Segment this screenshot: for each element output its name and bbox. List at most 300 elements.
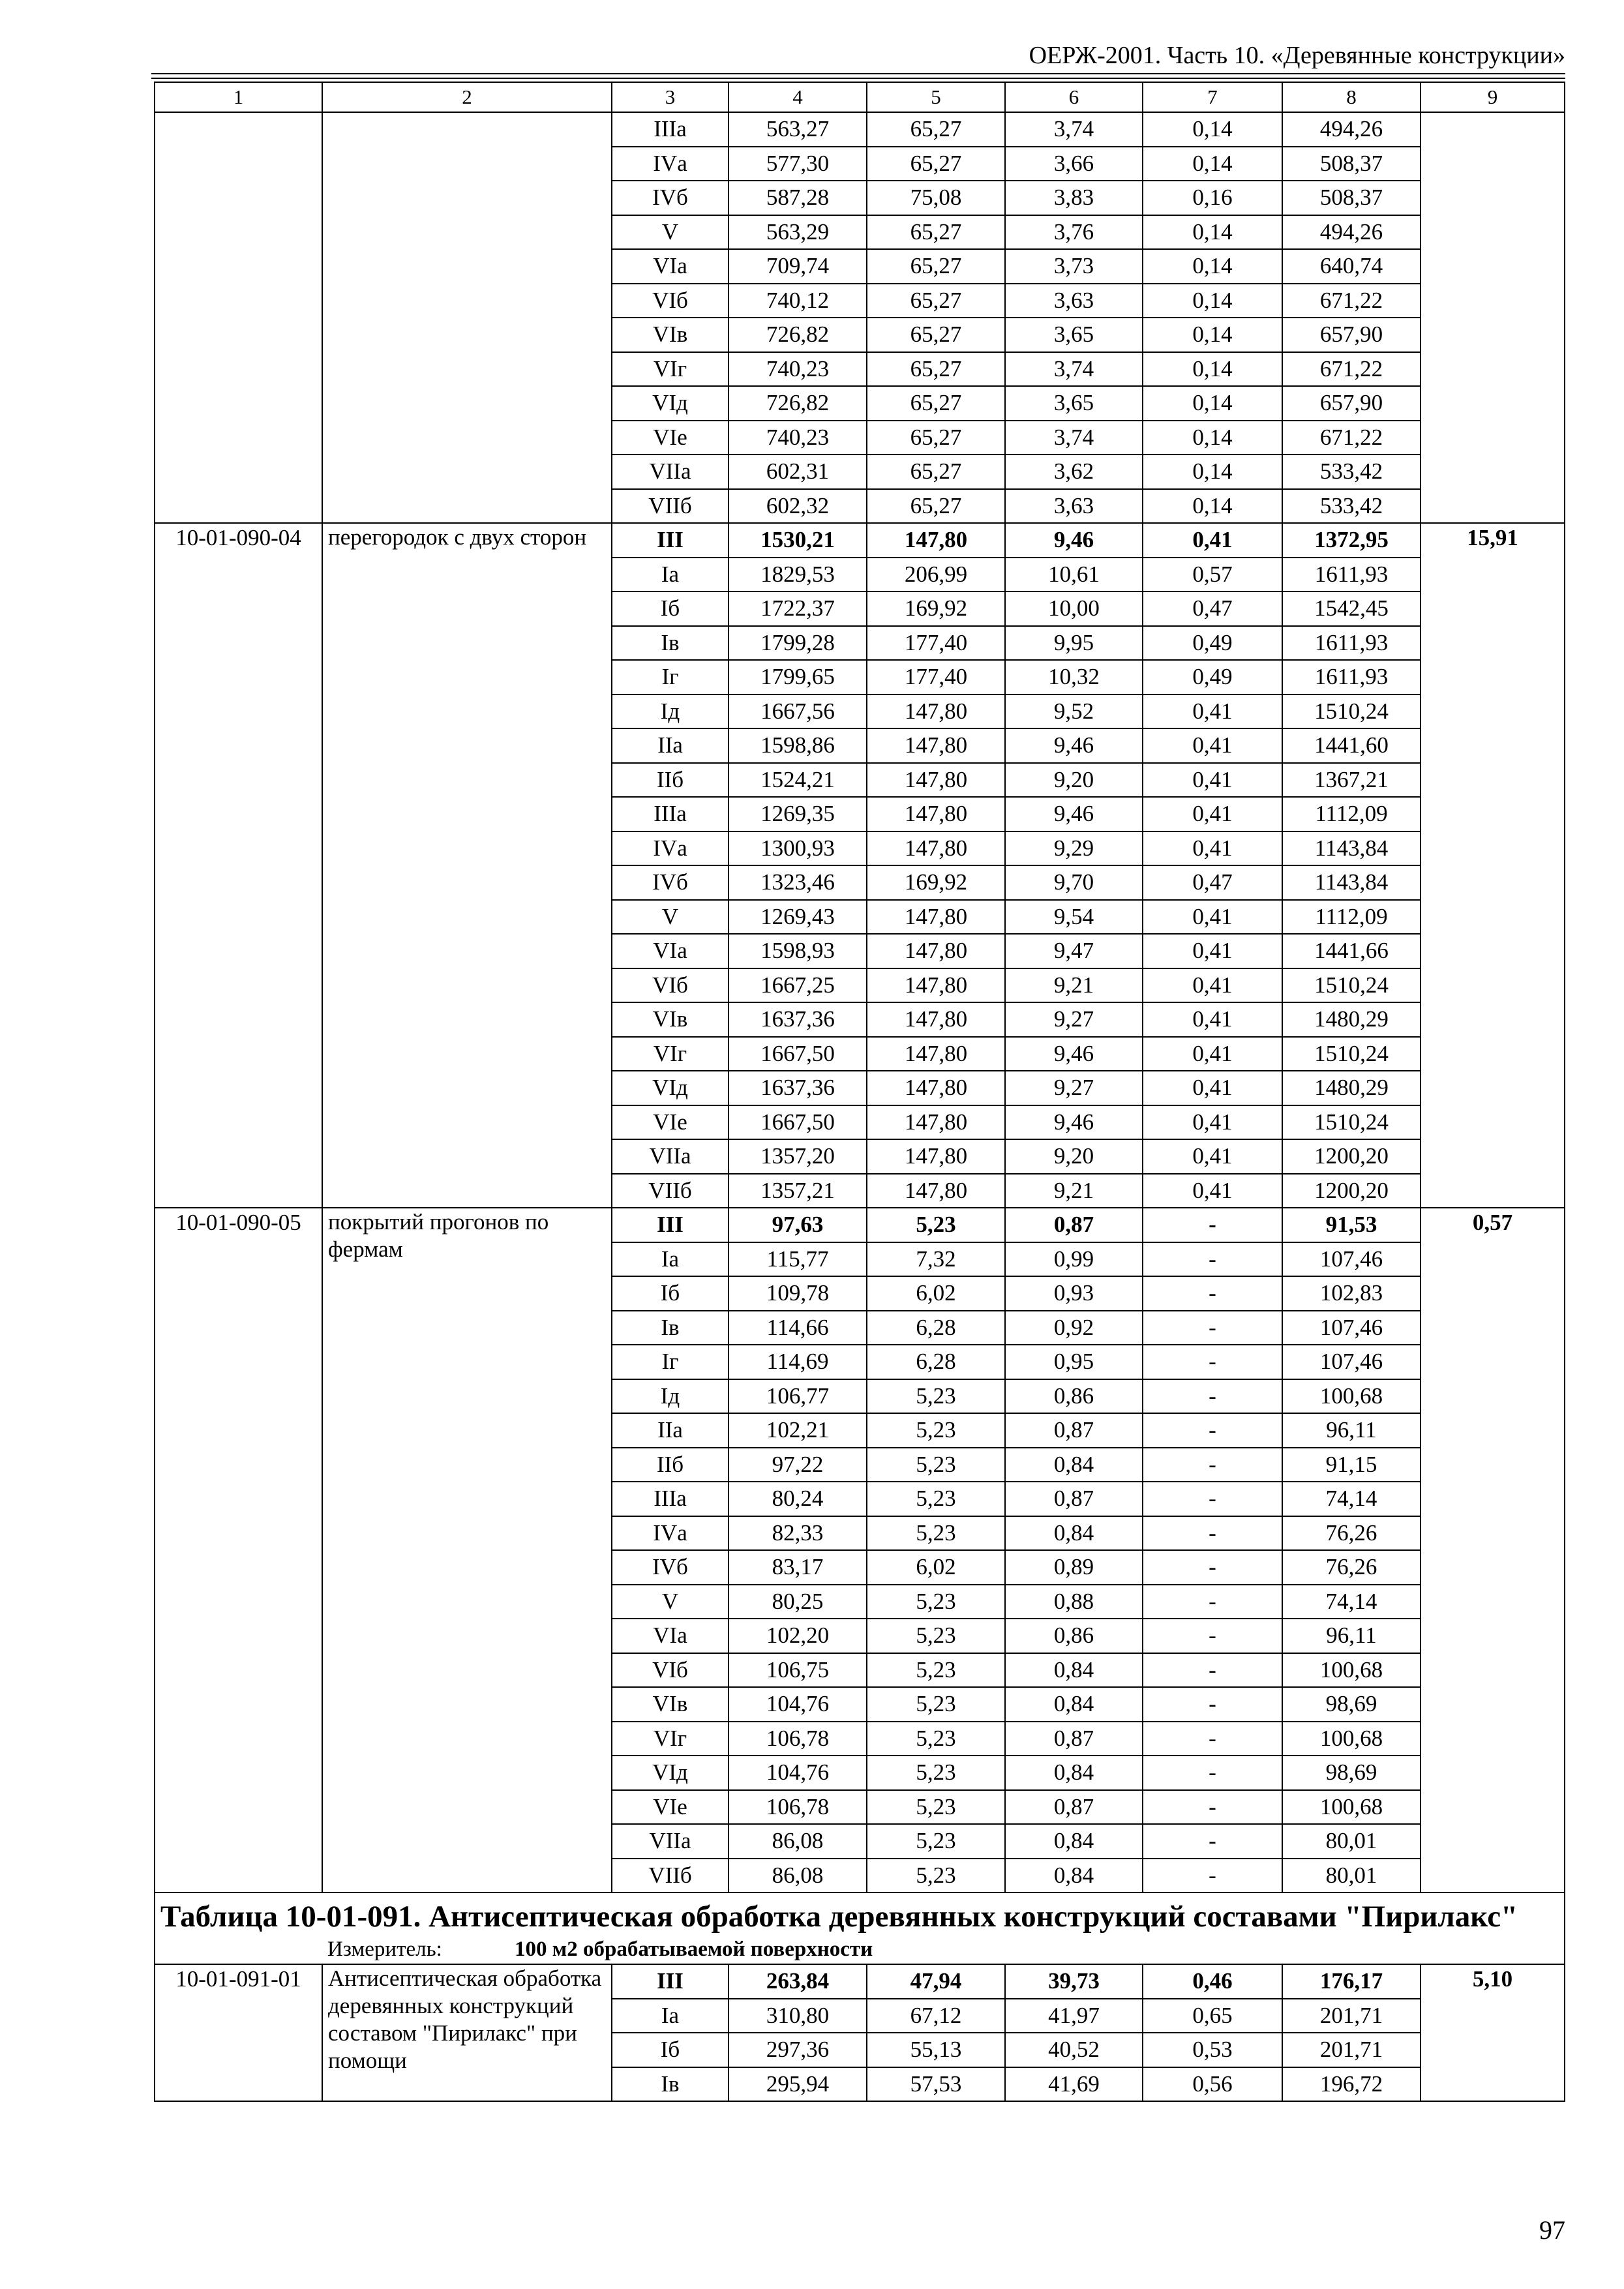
work-name: [322, 112, 612, 523]
value-cell: 0,41: [1143, 695, 1282, 729]
value-cell: 97,22: [729, 1448, 867, 1482]
running-header: ОЕРЖ-2001. Часть 10. «Деревянные конструкции»: [1029, 42, 1565, 69]
value-cell: 0,56: [1143, 2067, 1282, 2102]
value-cell: 147,80: [867, 1037, 1005, 1071]
value-cell: -: [1143, 1722, 1282, 1756]
value-cell: 0,14: [1143, 215, 1282, 250]
value-cell: 9,27: [1005, 1002, 1143, 1037]
value-cell: 76,26: [1282, 1550, 1421, 1585]
value-cell: 726,82: [729, 318, 867, 352]
value-cell: 0,46: [1143, 1964, 1282, 1999]
value-cell: 0,14: [1143, 421, 1282, 455]
value-cell: 177,40: [867, 660, 1005, 695]
value-cell: 3,74: [1005, 112, 1143, 147]
value-cell: 1480,29: [1282, 1071, 1421, 1105]
value-cell: 3,76: [1005, 215, 1143, 250]
value-cell: 0,41: [1143, 763, 1282, 798]
measure-label: Измеритель:: [327, 1937, 442, 1961]
zone-cell: IIа: [612, 728, 729, 763]
value-cell: 0,84: [1005, 1653, 1143, 1688]
value-cell: 0,53: [1143, 2033, 1282, 2067]
value-cell: 107,46: [1282, 1311, 1421, 1345]
value-cell: 0,14: [1143, 386, 1282, 421]
value-cell: 6,02: [867, 1276, 1005, 1311]
value-cell: 1357,21: [729, 1174, 867, 1208]
value-cell: 100,68: [1282, 1653, 1421, 1688]
value-cell: 201,71: [1282, 1999, 1421, 2033]
value-cell: 97,63: [729, 1208, 867, 1242]
value-cell: 1112,09: [1282, 900, 1421, 935]
value-cell: 1637,36: [729, 1071, 867, 1105]
value-cell: 83,17: [729, 1550, 867, 1585]
zone-cell: IIа: [612, 1413, 729, 1448]
zone-cell: IVа: [612, 831, 729, 866]
value-cell: 0,65: [1143, 1999, 1282, 2033]
value-cell: 1441,60: [1282, 728, 1421, 763]
value-cell: 640,74: [1282, 249, 1421, 284]
value-cell: -: [1143, 1311, 1282, 1345]
value-cell: 9,21: [1005, 1174, 1143, 1208]
value-cell: 106,77: [729, 1379, 867, 1414]
value-cell: 9,46: [1005, 1105, 1143, 1140]
value-cell: 5,23: [867, 1859, 1005, 1893]
value-cell: 115,77: [729, 1242, 867, 1277]
zone-cell: Iв: [612, 1311, 729, 1345]
value-cell: 169,92: [867, 865, 1005, 900]
column-number: 5: [867, 82, 1005, 112]
value-cell: 65,27: [867, 112, 1005, 147]
value-cell: 109,78: [729, 1276, 867, 1311]
value-cell: 9,46: [1005, 797, 1143, 831]
value-cell: 107,46: [1282, 1345, 1421, 1379]
zone-cell: IVб: [612, 865, 729, 900]
labor-cost: 15,91: [1421, 523, 1565, 1208]
value-cell: 0,41: [1143, 1174, 1282, 1208]
value-cell: 0,87: [1005, 1722, 1143, 1756]
zone-cell: VIIа: [612, 1824, 729, 1859]
value-cell: 0,86: [1005, 1619, 1143, 1653]
zone-cell: IIIа: [612, 1482, 729, 1516]
value-cell: 3,74: [1005, 421, 1143, 455]
value-cell: 10,00: [1005, 591, 1143, 626]
value-cell: 726,82: [729, 386, 867, 421]
zone-cell: VIд: [612, 1071, 729, 1105]
value-cell: 1611,93: [1282, 660, 1421, 695]
zone-cell: III: [612, 523, 729, 558]
value-cell: 9,46: [1005, 728, 1143, 763]
value-cell: 80,01: [1282, 1824, 1421, 1859]
column-number: 8: [1282, 82, 1421, 112]
value-cell: 9,20: [1005, 763, 1143, 798]
value-cell: 3,73: [1005, 249, 1143, 284]
value-cell: 147,80: [867, 728, 1005, 763]
value-cell: 147,80: [867, 1002, 1005, 1037]
value-cell: 1510,24: [1282, 695, 1421, 729]
value-cell: 0,47: [1143, 591, 1282, 626]
value-cell: 106,78: [729, 1790, 867, 1825]
column-number-row: [155, 82, 1565, 112]
column-number: 3: [612, 82, 729, 112]
value-cell: 1510,24: [1282, 968, 1421, 1003]
value-cell: 6,02: [867, 1550, 1005, 1585]
value-cell: 310,80: [729, 1999, 867, 2033]
value-cell: 147,80: [867, 1105, 1005, 1140]
value-cell: 5,23: [867, 1722, 1005, 1756]
value-cell: -: [1143, 1790, 1282, 1825]
value-cell: 0,89: [1005, 1550, 1143, 1585]
value-cell: 107,46: [1282, 1242, 1421, 1277]
value-cell: 9,54: [1005, 900, 1143, 935]
value-cell: 65,27: [867, 421, 1005, 455]
value-cell: 9,29: [1005, 831, 1143, 866]
value-cell: 86,08: [729, 1824, 867, 1859]
value-cell: 65,27: [867, 318, 1005, 352]
value-cell: 104,76: [729, 1687, 867, 1722]
value-cell: 5,23: [867, 1687, 1005, 1722]
value-cell: 176,17: [1282, 1964, 1421, 1999]
value-cell: 494,26: [1282, 215, 1421, 250]
value-cell: 102,21: [729, 1413, 867, 1448]
table-title: Таблица 10-01-091. Антисептическая обработка деревянных конструкций составами "Пирилакс": [155, 1893, 1565, 1935]
value-cell: 295,94: [729, 2067, 867, 2102]
zone-cell: Iг: [612, 660, 729, 695]
zone-cell: VIб: [612, 968, 729, 1003]
column-number: 1: [155, 82, 322, 112]
value-cell: 9,52: [1005, 695, 1143, 729]
zone-cell: IVа: [612, 1516, 729, 1551]
value-cell: 100,68: [1282, 1790, 1421, 1825]
value-cell: 3,62: [1005, 455, 1143, 489]
value-cell: 5,23: [867, 1585, 1005, 1619]
zone-cell: VIе: [612, 1790, 729, 1825]
value-cell: 1530,21: [729, 523, 867, 558]
value-cell: 709,74: [729, 249, 867, 284]
column-number: 4: [729, 82, 867, 112]
value-cell: 1667,50: [729, 1105, 867, 1140]
page-number: 97: [1539, 2215, 1565, 2245]
value-cell: 206,99: [867, 558, 1005, 592]
value-cell: 0,41: [1143, 728, 1282, 763]
value-cell: 9,70: [1005, 865, 1143, 900]
value-cell: 1667,56: [729, 695, 867, 729]
zone-cell: VIIб: [612, 489, 729, 524]
rate-code: 10-01-090-05: [155, 1208, 322, 1893]
zone-cell: IVб: [612, 181, 729, 215]
labor-cost: [1421, 112, 1565, 523]
value-cell: 1367,21: [1282, 763, 1421, 798]
value-cell: 74,14: [1282, 1482, 1421, 1516]
value-cell: 563,29: [729, 215, 867, 250]
value-cell: 98,69: [1282, 1687, 1421, 1722]
rates-table-body: [155, 82, 1565, 1893]
value-cell: 0,14: [1143, 284, 1282, 318]
value-cell: 3,63: [1005, 284, 1143, 318]
work-name: перегородок с двух сторон: [322, 523, 612, 1208]
zone-cell: V: [612, 1585, 729, 1619]
value-cell: 0,87: [1005, 1790, 1143, 1825]
value-cell: 0,14: [1143, 112, 1282, 147]
value-cell: 5,23: [867, 1208, 1005, 1242]
value-cell: 0,14: [1143, 318, 1282, 352]
value-cell: 76,26: [1282, 1516, 1421, 1551]
value-cell: 1598,86: [729, 728, 867, 763]
zone-cell: VIа: [612, 249, 729, 284]
value-cell: 96,11: [1282, 1619, 1421, 1653]
value-cell: 563,27: [729, 112, 867, 147]
zone-cell: Iг: [612, 1345, 729, 1379]
table-row: [155, 523, 1565, 558]
value-cell: 86,08: [729, 1859, 867, 1893]
value-cell: 587,28: [729, 181, 867, 215]
zone-cell: Iб: [612, 2033, 729, 2067]
work-name: Антисептическая обработка деревянных конструкций составом "Пирилакс" при помощи: [322, 1964, 612, 2101]
value-cell: 104,76: [729, 1756, 867, 1790]
value-cell: 0,84: [1005, 1824, 1143, 1859]
rates-table: [154, 82, 1565, 2102]
value-cell: 5,23: [867, 1482, 1005, 1516]
value-cell: 1323,46: [729, 865, 867, 900]
value-cell: 494,26: [1282, 112, 1421, 147]
zone-cell: VIа: [612, 934, 729, 968]
zone-cell: Iб: [612, 591, 729, 626]
value-cell: 671,22: [1282, 421, 1421, 455]
value-cell: 106,75: [729, 1653, 867, 1688]
value-cell: -: [1143, 1550, 1282, 1585]
value-cell: 6,28: [867, 1311, 1005, 1345]
header-rule-second: [151, 78, 1565, 79]
value-cell: 100,68: [1282, 1722, 1421, 1756]
value-cell: 0,99: [1005, 1242, 1143, 1277]
value-cell: 0,84: [1005, 1756, 1143, 1790]
column-number: 2: [322, 82, 612, 112]
value-cell: -: [1143, 1242, 1282, 1277]
zone-cell: VIв: [612, 1687, 729, 1722]
value-cell: 7,32: [867, 1242, 1005, 1277]
value-cell: 82,33: [729, 1516, 867, 1551]
value-cell: 147,80: [867, 934, 1005, 968]
measure-cell: [155, 1935, 1565, 1964]
value-cell: 5,23: [867, 1379, 1005, 1414]
value-cell: 1722,37: [729, 591, 867, 626]
column-number: 7: [1143, 82, 1282, 112]
zone-cell: VIг: [612, 1037, 729, 1071]
value-cell: 3,74: [1005, 352, 1143, 387]
value-cell: 5,23: [867, 1653, 1005, 1688]
value-cell: 3,66: [1005, 147, 1143, 181]
table-row: [155, 1964, 1565, 1999]
value-cell: 740,23: [729, 352, 867, 387]
value-cell: 657,90: [1282, 318, 1421, 352]
value-cell: 57,53: [867, 2067, 1005, 2102]
value-cell: 5,23: [867, 1790, 1005, 1825]
value-cell: 0,41: [1143, 1002, 1282, 1037]
value-cell: 1524,21: [729, 763, 867, 798]
zone-cell: IIIа: [612, 112, 729, 147]
value-cell: 0,14: [1143, 455, 1282, 489]
value-cell: 65,27: [867, 147, 1005, 181]
value-cell: 9,95: [1005, 626, 1143, 661]
value-cell: 65,27: [867, 489, 1005, 524]
value-cell: 1357,20: [729, 1139, 867, 1174]
value-cell: 740,12: [729, 284, 867, 318]
value-cell: 91,53: [1282, 1208, 1421, 1242]
zone-cell: VIг: [612, 352, 729, 387]
value-cell: 0,14: [1143, 489, 1282, 524]
value-cell: 147,80: [867, 797, 1005, 831]
value-cell: 9,46: [1005, 523, 1143, 558]
value-cell: 1542,45: [1282, 591, 1421, 626]
value-cell: 6,28: [867, 1345, 1005, 1379]
value-cell: 47,94: [867, 1964, 1005, 1999]
value-cell: 1598,93: [729, 934, 867, 968]
value-cell: 0,49: [1143, 660, 1282, 695]
value-cell: 1300,93: [729, 831, 867, 866]
value-cell: 96,11: [1282, 1413, 1421, 1448]
value-cell: 740,23: [729, 421, 867, 455]
column-number: 6: [1005, 82, 1143, 112]
value-cell: 114,66: [729, 1311, 867, 1345]
value-cell: 1372,95: [1282, 523, 1421, 558]
value-cell: 533,42: [1282, 455, 1421, 489]
value-cell: 0,87: [1005, 1482, 1143, 1516]
zone-cell: V: [612, 215, 729, 250]
value-cell: 1112,09: [1282, 797, 1421, 831]
zone-cell: VIв: [612, 1002, 729, 1037]
value-cell: 65,27: [867, 352, 1005, 387]
value-cell: 147,80: [867, 1174, 1005, 1208]
value-cell: 0,41: [1143, 1105, 1282, 1140]
value-cell: 3,65: [1005, 318, 1143, 352]
zone-cell: V: [612, 900, 729, 935]
value-cell: 0,84: [1005, 1516, 1143, 1551]
value-cell: 65,27: [867, 386, 1005, 421]
value-cell: 147,80: [867, 1139, 1005, 1174]
value-cell: 5,23: [867, 1516, 1005, 1551]
value-cell: 671,22: [1282, 284, 1421, 318]
value-cell: 0,41: [1143, 523, 1282, 558]
value-cell: 80,24: [729, 1482, 867, 1516]
value-cell: 147,80: [867, 695, 1005, 729]
value-cell: 147,80: [867, 831, 1005, 866]
value-cell: 10,61: [1005, 558, 1143, 592]
value-cell: 147,80: [867, 900, 1005, 935]
value-cell: 3,63: [1005, 489, 1143, 524]
value-cell: -: [1143, 1619, 1282, 1653]
value-cell: 1799,28: [729, 626, 867, 661]
value-cell: 147,80: [867, 763, 1005, 798]
value-cell: 9,27: [1005, 1071, 1143, 1105]
value-cell: 9,46: [1005, 1037, 1143, 1071]
zone-cell: VIIб: [612, 1174, 729, 1208]
value-cell: 55,13: [867, 2033, 1005, 2067]
value-cell: 196,72: [1282, 2067, 1421, 2102]
table-title-row: [155, 1893, 1565, 1935]
value-cell: 10,32: [1005, 660, 1143, 695]
rate-code: [155, 112, 322, 523]
value-cell: 1480,29: [1282, 1002, 1421, 1037]
table-row: [155, 1208, 1565, 1242]
zone-cell: Iа: [612, 1242, 729, 1277]
zone-cell: Iд: [612, 1379, 729, 1414]
value-cell: 0,87: [1005, 1413, 1143, 1448]
zone-cell: IIб: [612, 763, 729, 798]
value-cell: 1200,20: [1282, 1139, 1421, 1174]
value-cell: 114,69: [729, 1345, 867, 1379]
zone-cell: VIIа: [612, 1139, 729, 1174]
value-cell: 1269,43: [729, 900, 867, 935]
value-cell: 0,47: [1143, 865, 1282, 900]
value-cell: 5,23: [867, 1448, 1005, 1482]
value-cell: 98,69: [1282, 1756, 1421, 1790]
value-cell: -: [1143, 1653, 1282, 1688]
value-cell: -: [1143, 1585, 1282, 1619]
value-cell: 1667,50: [729, 1037, 867, 1071]
zone-cell: VIIб: [612, 1859, 729, 1893]
value-cell: 0,95: [1005, 1345, 1143, 1379]
value-cell: 0,92: [1005, 1311, 1143, 1345]
value-cell: 3,83: [1005, 181, 1143, 215]
value-cell: 0,41: [1143, 968, 1282, 1003]
value-cell: 0,41: [1143, 797, 1282, 831]
zone-cell: IIIа: [612, 797, 729, 831]
value-cell: 0,41: [1143, 831, 1282, 866]
value-cell: 201,71: [1282, 2033, 1421, 2067]
value-cell: 0,14: [1143, 249, 1282, 284]
value-cell: 0,84: [1005, 1448, 1143, 1482]
value-cell: -: [1143, 1859, 1282, 1893]
value-cell: 177,40: [867, 626, 1005, 661]
value-cell: 1269,35: [729, 797, 867, 831]
value-cell: 9,47: [1005, 934, 1143, 968]
value-cell: -: [1143, 1482, 1282, 1516]
value-cell: -: [1143, 1687, 1282, 1722]
value-cell: 147,80: [867, 1071, 1005, 1105]
zone-cell: VIд: [612, 386, 729, 421]
value-cell: 100,68: [1282, 1379, 1421, 1414]
value-cell: 3,65: [1005, 386, 1143, 421]
value-cell: 147,80: [867, 968, 1005, 1003]
value-cell: 0,14: [1143, 147, 1282, 181]
value-cell: 5,23: [867, 1756, 1005, 1790]
value-cell: 1510,24: [1282, 1037, 1421, 1071]
value-cell: 102,20: [729, 1619, 867, 1653]
value-cell: 1611,93: [1282, 626, 1421, 661]
value-cell: 297,36: [729, 2033, 867, 2067]
value-cell: 0,57: [1143, 558, 1282, 592]
value-cell: 533,42: [1282, 489, 1421, 524]
value-cell: -: [1143, 1208, 1282, 1242]
value-cell: 0,41: [1143, 900, 1282, 935]
value-cell: 80,25: [729, 1585, 867, 1619]
header-rule: [151, 73, 1565, 74]
value-cell: 9,21: [1005, 968, 1143, 1003]
value-cell: -: [1143, 1448, 1282, 1482]
value-cell: 65,27: [867, 284, 1005, 318]
value-cell: 657,90: [1282, 386, 1421, 421]
value-cell: 91,15: [1282, 1448, 1421, 1482]
value-cell: 39,73: [1005, 1964, 1143, 1999]
value-cell: 65,27: [867, 215, 1005, 250]
labor-cost: 5,10: [1421, 1964, 1565, 2101]
value-cell: 147,80: [867, 523, 1005, 558]
value-cell: -: [1143, 1276, 1282, 1311]
value-cell: 0,49: [1143, 626, 1282, 661]
zone-cell: VIб: [612, 284, 729, 318]
value-cell: 1200,20: [1282, 1174, 1421, 1208]
measure-row: [155, 1935, 1565, 1964]
value-cell: 1441,66: [1282, 934, 1421, 968]
zone-cell: VIг: [612, 1722, 729, 1756]
